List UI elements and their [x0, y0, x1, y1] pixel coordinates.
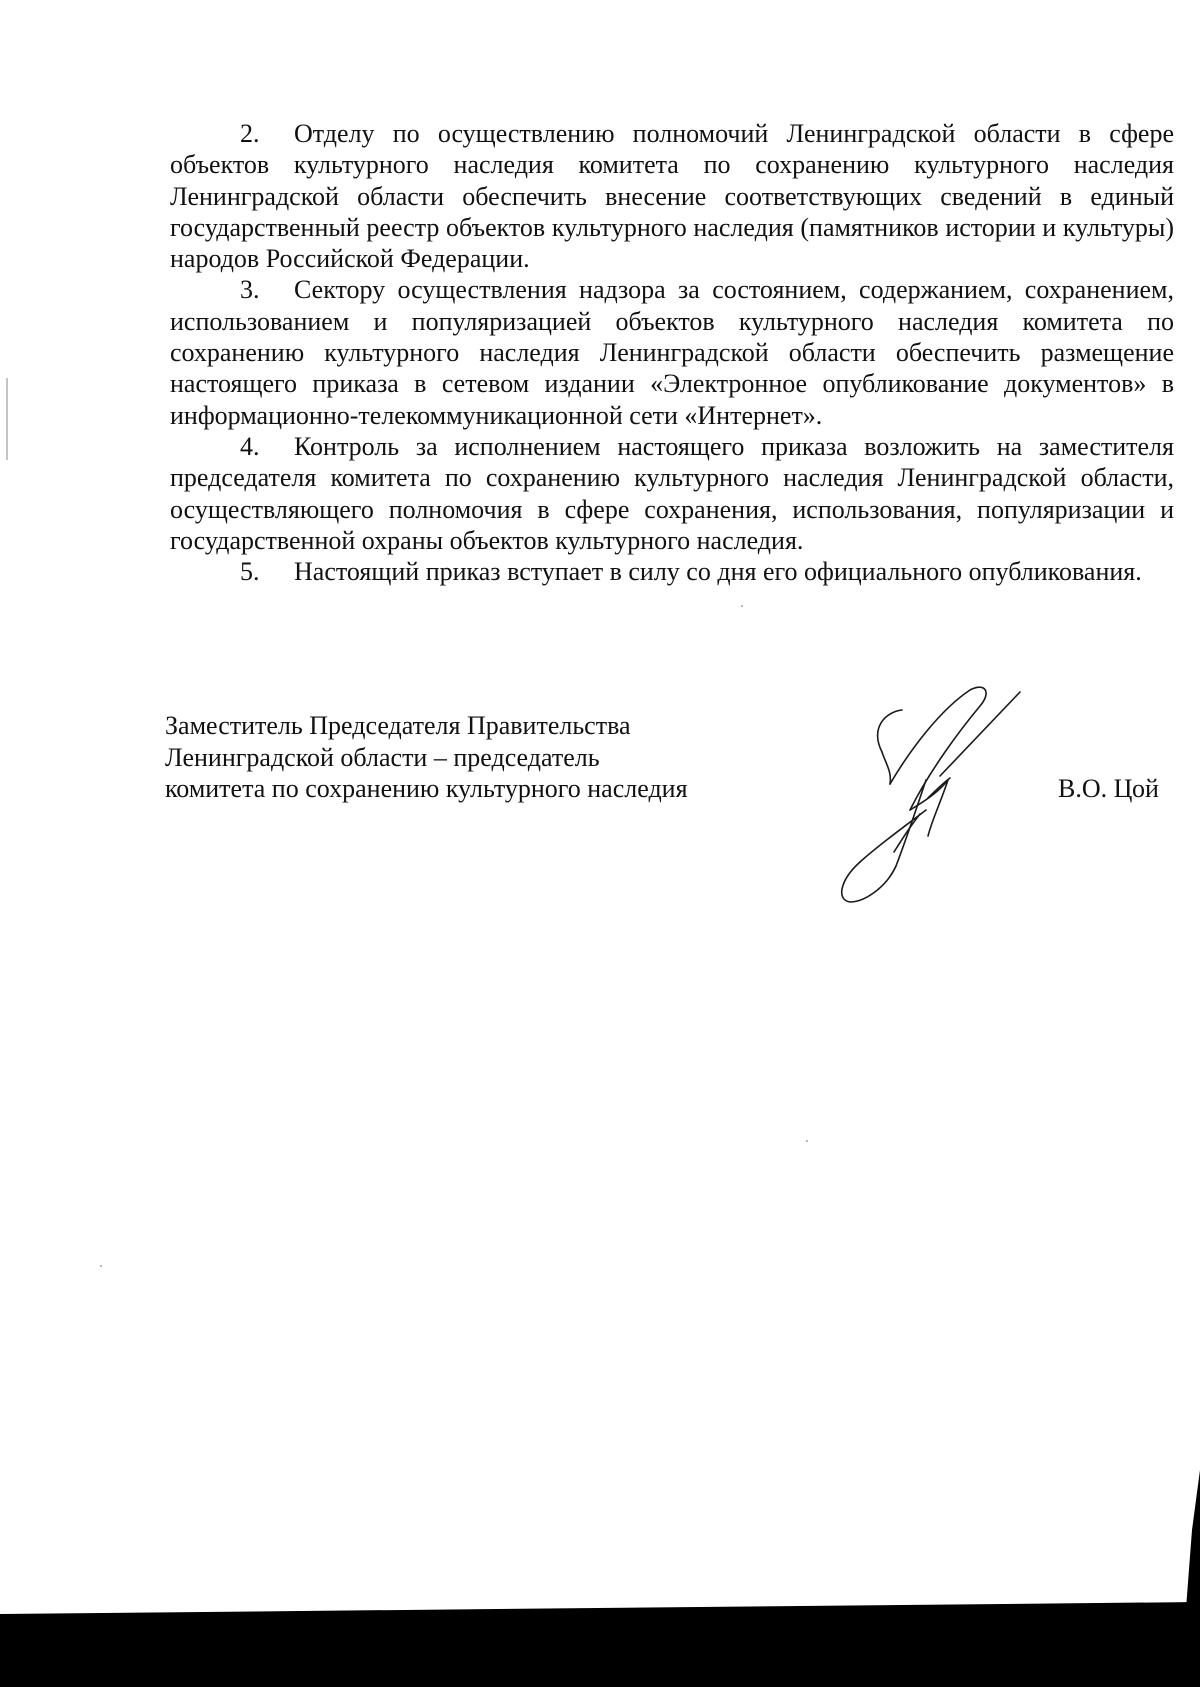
paragraph-number: 3. — [240, 275, 260, 305]
paragraph-number: 4. — [240, 431, 260, 461]
paragraph-text: Настоящий приказ вступает в силу со дня его официального опубликования. — [294, 557, 1142, 587]
signatory-name: В.О. Цой — [1058, 774, 1159, 803]
signatory-title-line: Ленинградской области – председатель — [165, 742, 600, 772]
signatory-title-line: Заместитель Председателя Правительства — [165, 711, 631, 740]
paragraph-text: Контроль за исполнением настоящего приказа возложить на заместителя председателя комитета по сохранению культурного наследия Ленинградской области, осуществляющего полномочия в сфере сохранения, использования, популяризации и государственной охраны объектов культурного наследия. — [170, 431, 1174, 555]
paragraph-number: 5. — [240, 557, 260, 587]
paragraph-text: Сектору осуществления надзора за состоянием, содержанием, сохранением, использованием и популяризацией объектов культурного наследия комитета по сохранению культурного наследия Ленинградской области обеспечить размещение настоящего приказа в сетевом издании «Электронное опубликование документов» в информационно-телекоммуникационной сети «Интернет». — [170, 275, 1174, 430]
paragraph-number: 2. — [240, 119, 260, 148]
signatory-title-line: комитета по сохранению культурного наследия — [165, 774, 688, 803]
paragraph-text: Отделу по осуществлению полномочий Ленинградской области в сфере объектов культурного наследия комитета по сохранению культурного наследия Ленинградской области обеспечить внесение соответствующих сведений в единый государственный реестр объектов культурного наследия (памятников истории и культуры) народов Российской Федерации. — [170, 119, 1174, 274]
